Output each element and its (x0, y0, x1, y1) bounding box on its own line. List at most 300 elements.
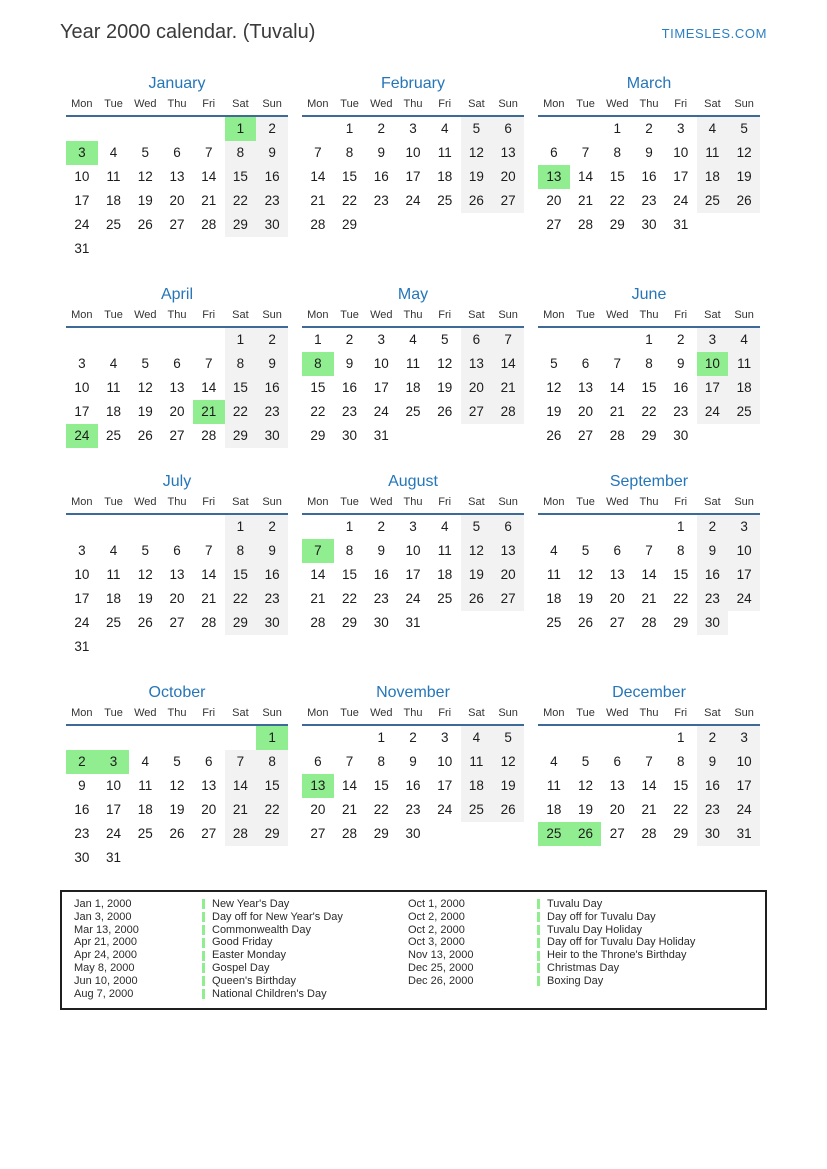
day-cell: 2 (377, 121, 386, 136)
empty-cell (193, 515, 225, 539)
day-cell: 4 (109, 543, 118, 558)
legend-holiday-name: Day off for New Year's Day (212, 910, 343, 923)
weekday-label: Mon (71, 707, 93, 719)
weekday-label: Tue (104, 309, 123, 321)
day-cell: 28 (609, 428, 625, 443)
day-cell: 27 (609, 615, 625, 630)
weekday-label: Sun (734, 309, 754, 321)
day-cell: 5 (728, 117, 760, 141)
day-cell: 22 (225, 189, 257, 213)
day-cell: 26 (137, 615, 153, 630)
legend-date: Dec 25, 2000 (408, 961, 474, 974)
holiday-day-cell: 3 (66, 141, 98, 165)
day-cell: 31 (106, 850, 122, 865)
weekday-label: Thu (167, 496, 187, 508)
legend-holiday-name: Good Friday (212, 936, 273, 949)
page-title: Year 2000 calendar. (Tuvalu) (60, 21, 316, 43)
day-cell: 13 (578, 380, 594, 395)
weekday-label: Mon (543, 309, 565, 321)
legend-holiday-name: Tuvalu Day (547, 898, 603, 910)
day-cell: 21 (310, 193, 326, 208)
day-cell: 29 (310, 428, 326, 443)
weekday-label: Sun (734, 707, 754, 719)
day-cell: 15 (256, 774, 288, 798)
day-cell: 24 (437, 802, 453, 817)
day-cell: 10 (74, 380, 90, 395)
day-cell: 24 (106, 826, 122, 841)
day-cell: 30 (74, 850, 90, 865)
day-cell: 23 (373, 193, 389, 208)
weekday-label: Tue (576, 309, 595, 321)
weekday-label: Thu (167, 98, 187, 110)
day-cell: 27 (546, 217, 562, 232)
weekday-label: Sat (232, 707, 249, 719)
weekday-label: Fri (674, 496, 688, 508)
day-cell: 14 (201, 169, 217, 184)
day-cell: 1 (345, 121, 354, 136)
day-cell: 9 (256, 141, 288, 165)
month-title: January (148, 75, 206, 92)
day-cell: 17 (373, 380, 389, 395)
day-cell: 27 (492, 189, 524, 213)
empty-cell (601, 515, 633, 539)
legend-entry (202, 988, 408, 1001)
month-title: June (631, 286, 667, 303)
empty-cell (129, 328, 161, 352)
day-cell: 8 (345, 145, 354, 160)
legend-holiday-name: New Year's Day (212, 898, 290, 910)
day-cell: 5 (141, 543, 150, 558)
day-cell: 31 (373, 428, 389, 443)
day-cell: 24 (728, 798, 760, 822)
empty-cell (570, 726, 602, 750)
day-cell: 8 (613, 145, 622, 160)
weekday-label: Sat (468, 98, 485, 110)
day-cell: 10 (405, 145, 421, 160)
day-cell: 12 (728, 141, 760, 165)
day-cell: 11 (546, 778, 561, 793)
day-cell: 28 (225, 822, 257, 846)
day-cell: 18 (461, 774, 493, 798)
holiday-marker-bar (202, 951, 205, 961)
day-cell: 26 (728, 189, 760, 213)
month-title: July (162, 473, 192, 490)
day-cell: 17 (74, 591, 90, 606)
day-cell: 19 (437, 380, 453, 395)
day-cell: 6 (492, 515, 524, 539)
weekday-label: Sun (734, 98, 754, 110)
month-title: April (160, 286, 193, 303)
day-cell: 20 (169, 193, 185, 208)
weekday-label: Fri (674, 98, 688, 110)
legend-holiday-name: Commonwealth Day (212, 923, 312, 936)
holiday-day-cell: 25 (538, 822, 570, 846)
day-cell: 23 (405, 802, 421, 817)
weekday-label: Tue (104, 496, 123, 508)
day-cell: 15 (373, 778, 389, 793)
month-may (302, 285, 524, 448)
day-grid (66, 117, 288, 261)
day-cell: 4 (697, 117, 729, 141)
day-cell: 3 (697, 328, 729, 352)
day-cell: 24 (405, 193, 421, 208)
day-cell: 19 (546, 404, 562, 419)
day-cell: 25 (405, 404, 421, 419)
day-cell: 9 (377, 543, 386, 558)
day-cell: 13 (609, 778, 625, 793)
legend-column-right (408, 898, 695, 1000)
legend-holiday-name: Day off for Tuvalu Day (547, 910, 656, 923)
day-cell: 29 (225, 424, 257, 448)
day-cell: 2 (409, 730, 417, 745)
day-cell: 11 (437, 543, 452, 558)
day-cell: 30 (256, 611, 288, 635)
weekday-label: Thu (403, 309, 423, 321)
day-cell: 17 (74, 193, 90, 208)
legend-entry (202, 898, 408, 911)
day-cell: 13 (492, 539, 524, 563)
weekday-label: Wed (134, 707, 157, 719)
day-cell: 17 (74, 404, 90, 419)
day-cell: 2 (345, 332, 354, 347)
day-cell: 18 (546, 802, 562, 817)
day-cell: 21 (641, 591, 657, 606)
day-cell: 4 (109, 356, 118, 371)
day-cell: 11 (405, 356, 420, 371)
weekday-label: Wed (134, 98, 157, 110)
day-cell: 19 (492, 774, 524, 798)
day-cell: 7 (492, 328, 524, 352)
holiday-day-cell: 13 (302, 774, 334, 798)
day-cell: 6 (581, 356, 590, 371)
day-cell: 20 (201, 802, 217, 817)
weekday-header-row (302, 309, 524, 328)
day-cell: 11 (106, 380, 121, 395)
day-cell: 16 (697, 774, 729, 798)
day-cell: 15 (673, 567, 689, 582)
brand-link[interactable]: TIMESLES.COM (661, 26, 767, 41)
day-cell: 23 (256, 400, 288, 424)
day-cell: 13 (492, 141, 524, 165)
day-cell: 23 (342, 404, 358, 419)
day-cell: 16 (641, 169, 657, 184)
day-cell: 9 (409, 754, 417, 769)
day-cell: 4 (461, 726, 493, 750)
empty-cell (538, 726, 570, 750)
weekday-label: Sun (498, 707, 518, 719)
day-cell: 22 (373, 802, 389, 817)
empty-cell (570, 117, 602, 141)
day-cell: 14 (492, 352, 524, 376)
weekday-label: Tue (576, 496, 595, 508)
day-cell: 18 (546, 591, 562, 606)
weekday-header-row (538, 98, 760, 117)
day-cell: 30 (673, 428, 689, 443)
weekday-label: Mon (71, 98, 93, 110)
day-cell: 20 (609, 591, 625, 606)
legend-date: Mar 13, 2000 (74, 923, 139, 936)
day-cell: 5 (461, 117, 493, 141)
day-grid (66, 328, 288, 448)
day-grid (302, 328, 524, 448)
day-cell: 15 (342, 567, 358, 582)
day-cell: 10 (106, 778, 122, 793)
day-cell: 27 (169, 615, 185, 630)
weekday-header-row (66, 707, 288, 726)
day-cell: 18 (106, 404, 122, 419)
holiday-marker-bar (202, 925, 205, 935)
day-cell: 26 (578, 615, 594, 630)
weekday-label: Mon (307, 98, 329, 110)
day-cell: 10 (673, 145, 689, 160)
day-cell: 3 (728, 726, 760, 750)
day-cell: 19 (137, 404, 153, 419)
day-cell: 3 (409, 519, 417, 534)
empty-cell (302, 117, 334, 141)
day-cell: 8 (225, 539, 257, 563)
day-cell: 24 (74, 217, 90, 232)
day-cell: 27 (492, 587, 524, 611)
day-cell: 29 (673, 615, 689, 630)
day-cell: 9 (697, 539, 729, 563)
day-cell: 26 (137, 217, 153, 232)
day-cell: 9 (676, 356, 685, 371)
day-grid (302, 515, 524, 635)
weekday-label: Wed (606, 98, 629, 110)
weekday-label: Tue (340, 707, 359, 719)
weekday-header-row (538, 496, 760, 515)
day-cell: 21 (641, 802, 657, 817)
empty-cell (302, 726, 334, 750)
legend-holiday-name: Easter Monday (212, 949, 286, 962)
weekday-label: Mon (543, 496, 565, 508)
weekday-label: Thu (403, 496, 423, 508)
holiday-marker-bar (202, 938, 205, 948)
weekday-label: Mon (71, 496, 93, 508)
weekday-header-row (302, 707, 524, 726)
empty-cell (633, 515, 665, 539)
weekday-label: Wed (370, 707, 393, 719)
empty-cell (66, 328, 98, 352)
day-cell: 24 (673, 193, 689, 208)
legend-entry (537, 962, 695, 975)
holiday-day-cell: 3 (98, 750, 130, 774)
day-cell: 29 (342, 217, 358, 232)
weekday-label: Wed (370, 496, 393, 508)
day-cell: 26 (546, 428, 562, 443)
holiday-marker-bar (202, 976, 205, 986)
weekday-label: Wed (606, 496, 629, 508)
day-cell: 20 (310, 802, 326, 817)
day-cell: 29 (225, 611, 257, 635)
month-title: August (388, 473, 438, 490)
day-cell: 23 (673, 404, 689, 419)
day-cell: 21 (609, 404, 625, 419)
legend-date: Oct 3, 2000 (408, 936, 465, 949)
weekday-label: Fri (438, 496, 452, 508)
day-cell: 17 (405, 169, 421, 184)
month-january (66, 74, 288, 261)
day-cell: 5 (581, 754, 590, 769)
holiday-day-cell: 1 (225, 117, 257, 141)
day-cell: 23 (373, 591, 389, 606)
day-cell: 29 (673, 826, 689, 841)
month-october (66, 683, 288, 870)
holiday-marker-bar (537, 976, 540, 986)
legend-date: May 8, 2000 (74, 961, 135, 974)
empty-cell (98, 328, 130, 352)
day-cell: 14 (225, 774, 257, 798)
day-cell: 25 (728, 400, 760, 424)
day-cell: 15 (225, 376, 257, 400)
day-cell: 20 (169, 591, 185, 606)
day-cell: 7 (225, 750, 257, 774)
weekday-label: Mon (543, 98, 565, 110)
weekday-label: Thu (639, 98, 659, 110)
month-july (66, 472, 288, 659)
day-cell: 12 (169, 778, 185, 793)
day-cell: 2 (676, 332, 685, 347)
empty-cell (193, 726, 225, 750)
day-cell: 2 (256, 117, 288, 141)
weekday-label: Sun (498, 496, 518, 508)
empty-cell (633, 726, 665, 750)
day-cell: 9 (345, 356, 354, 371)
weekday-header-row (302, 496, 524, 515)
day-cell: 9 (645, 145, 653, 160)
day-cell: 16 (673, 380, 689, 395)
day-cell: 27 (169, 217, 185, 232)
day-cell: 20 (609, 802, 625, 817)
day-cell: 10 (74, 169, 90, 184)
empty-cell (601, 328, 633, 352)
day-cell: 24 (373, 404, 389, 419)
day-cell: 16 (373, 169, 389, 184)
day-cell: 15 (225, 165, 257, 189)
day-cell: 14 (201, 567, 217, 582)
day-cell: 22 (225, 400, 257, 424)
day-cell: 12 (437, 356, 453, 371)
weekday-label: Tue (576, 98, 595, 110)
weekday-label: Sat (704, 496, 721, 508)
day-cell: 28 (578, 217, 594, 232)
legend-holiday-name: Christmas Day (547, 961, 620, 974)
day-cell: 19 (137, 193, 153, 208)
day-cell: 3 (676, 121, 685, 136)
day-cell: 2 (256, 515, 288, 539)
day-cell: 22 (609, 193, 625, 208)
day-cell: 28 (641, 826, 657, 841)
legend-holiday-name: Gospel Day (212, 961, 270, 974)
day-cell: 8 (225, 141, 257, 165)
day-cell: 21 (342, 802, 358, 817)
day-cell: 17 (728, 563, 760, 587)
weekday-header-row (66, 98, 288, 117)
empty-cell (225, 726, 257, 750)
day-cell: 31 (74, 241, 90, 256)
day-cell: 11 (106, 169, 121, 184)
day-cell: 9 (256, 352, 288, 376)
day-cell: 17 (405, 567, 421, 582)
day-cell: 5 (550, 356, 558, 371)
month-title: February (380, 75, 446, 92)
day-cell: 5 (461, 515, 493, 539)
day-cell: 12 (578, 778, 594, 793)
day-cell: 28 (342, 826, 358, 841)
day-cell: 30 (256, 424, 288, 448)
legend-holiday-name: Boxing Day (547, 974, 604, 987)
day-cell: 24 (697, 400, 729, 424)
weekday-label: Thu (403, 98, 423, 110)
day-cell: 27 (310, 826, 326, 841)
empty-cell (334, 726, 366, 750)
day-cell: 14 (342, 778, 358, 793)
day-cell: 16 (256, 165, 288, 189)
day-cell: 20 (492, 165, 524, 189)
day-cell: 12 (137, 380, 153, 395)
day-cell: 19 (169, 802, 185, 817)
day-cell: 11 (728, 352, 760, 376)
day-cell: 14 (201, 380, 217, 395)
empty-cell (538, 515, 570, 539)
day-cell: 16 (697, 563, 729, 587)
day-cell: 31 (74, 639, 90, 654)
day-cell: 6 (173, 543, 181, 558)
weekday-label: Fri (438, 98, 452, 110)
month-title: March (626, 75, 672, 92)
day-cell: 29 (225, 213, 257, 237)
day-cell: 25 (437, 193, 453, 208)
holiday-marker-bar (537, 951, 540, 961)
weekday-label: Sat (468, 496, 485, 508)
day-cell: 18 (437, 567, 453, 582)
day-cell: 8 (676, 754, 685, 769)
weekday-label: Sat (468, 309, 485, 321)
weekday-label: Wed (370, 98, 393, 110)
day-cell: 2 (645, 121, 653, 136)
day-cell: 28 (310, 217, 326, 232)
day-cell: 21 (578, 193, 594, 208)
empty-cell (129, 117, 161, 141)
weekday-label: Sat (468, 707, 485, 719)
day-cell: 24 (405, 591, 421, 606)
day-cell: 27 (609, 826, 625, 841)
month-title: May (397, 286, 429, 303)
empty-cell (161, 117, 193, 141)
empty-cell (570, 515, 602, 539)
day-cell: 12 (546, 380, 562, 395)
day-cell: 31 (673, 217, 689, 232)
weekday-label: Sun (498, 98, 518, 110)
weekday-label: Tue (104, 98, 123, 110)
holiday-marker-bar (202, 899, 205, 909)
weekday-label: Thu (639, 496, 659, 508)
month-february (302, 74, 524, 261)
day-cell: 6 (173, 356, 181, 371)
day-cell: 28 (201, 615, 217, 630)
day-cell: 29 (342, 615, 358, 630)
day-cell: 6 (613, 543, 622, 558)
day-cell: 26 (461, 189, 493, 213)
day-cell: 18 (405, 380, 421, 395)
day-cell: 21 (492, 376, 524, 400)
day-cell: 22 (641, 404, 657, 419)
legend-entry (202, 936, 408, 949)
weekday-label: Sun (262, 309, 282, 321)
holiday-day-cell: 2 (66, 750, 98, 774)
holiday-marker-bar (537, 938, 540, 948)
weekday-label: Tue (340, 309, 359, 321)
